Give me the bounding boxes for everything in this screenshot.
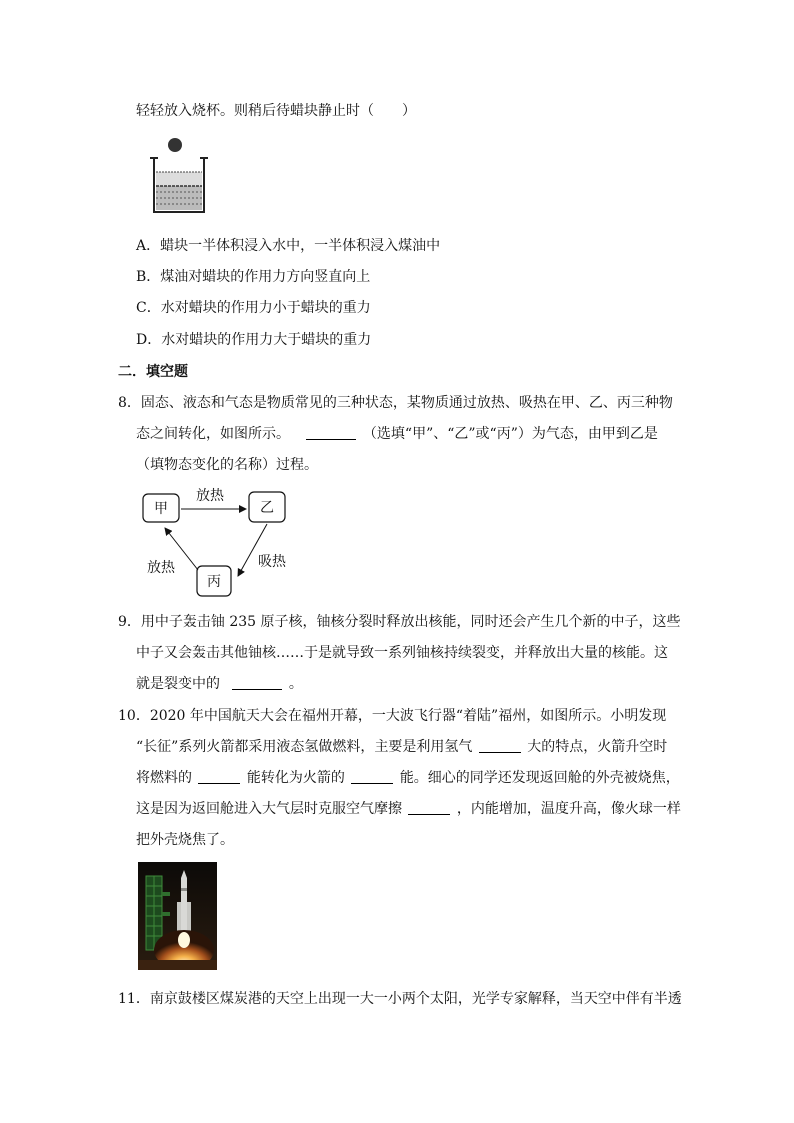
q7-option-c: C．水对蜡块的作用力小于蜡块的重力 bbox=[136, 300, 371, 316]
svg-text:乙: 乙 bbox=[260, 500, 274, 516]
beaker-figure bbox=[138, 132, 218, 222]
q10-line4-b: ，内能增加，温度升高，像火球一样 bbox=[456, 801, 681, 817]
q7-option-a: A．蜡块一半体积浸入水中，一半体积浸入煤油中 bbox=[136, 238, 441, 254]
q10-line2 bbox=[136, 737, 667, 757]
wax-block bbox=[168, 138, 182, 152]
q8-line2-a: 态之间转化，如图所示。 bbox=[136, 426, 290, 442]
q10-line2-a: “长征”系列火箭都采用液态氢做燃料，主要是利用氢气 bbox=[136, 739, 473, 755]
kerosene-layer bbox=[156, 172, 202, 186]
q9-line1: 9．用中子轰击铀 235 原子核，铀核分裂时释放出核能，同时还会产生几个新的中子，这些 bbox=[118, 614, 681, 630]
section-title: 二．填空题 bbox=[118, 364, 188, 380]
svg-text:甲: 甲 bbox=[154, 501, 168, 517]
edge-label-ab: 放热 bbox=[196, 488, 224, 504]
q10-line5: 把外壳烧焦了。 bbox=[136, 832, 234, 848]
q10-line3 bbox=[136, 768, 680, 788]
q7-option-b: B．煤油对蜡块的作用力方向竖直向上 bbox=[136, 269, 371, 285]
q8-line2-b: （选填“甲”、“乙”或“丙”）为气态，由甲到乙是 bbox=[362, 426, 658, 442]
q10-blank-4[interactable] bbox=[408, 800, 450, 815]
q10-line4-a: 这是因为返回舱进入大气层时克服空气摩擦 bbox=[136, 801, 402, 817]
q10-blank-3[interactable] bbox=[351, 769, 393, 784]
q9-line3 bbox=[136, 674, 303, 694]
svg-text:丙: 丙 bbox=[207, 574, 221, 590]
q8-blank-1[interactable] bbox=[306, 425, 356, 440]
water-layer bbox=[156, 186, 202, 210]
q10-line3-b: 能转化为火箭的 bbox=[246, 770, 345, 786]
rocket-launch-photo bbox=[138, 862, 217, 970]
q10-line3-c: 能。细心的同学还发现返回舱的外壳被烧焦， bbox=[399, 770, 680, 786]
q10-blank-1[interactable] bbox=[479, 738, 521, 753]
edge-label-bc: 吸热 bbox=[258, 554, 286, 570]
q10-line4 bbox=[136, 799, 681, 819]
q8-line3: （填物态变化的名称）过程。 bbox=[136, 457, 318, 473]
q9-line3-a: 就是裂变中的 bbox=[136, 676, 220, 692]
q10-line1: 10．2020 年中国航天大会在福州开幕，一大波飞行器“着陆”福州，如图所示。小明发现 bbox=[118, 708, 667, 724]
q7-option-d: D．水对蜡块的作用力大于蜡块的重力 bbox=[136, 332, 372, 348]
node-bing bbox=[197, 566, 231, 596]
q8-line2 bbox=[136, 424, 658, 444]
q10-line3-a: 将燃料的 bbox=[136, 770, 192, 786]
node-yi bbox=[249, 492, 285, 522]
q9-line3-b: 。 bbox=[288, 676, 303, 692]
q9-line2: 中子又会轰击其他铀核……于是就导致一系列铀核持续裂变，并释放出大量的核能。这 bbox=[136, 645, 668, 661]
edge-label-ca: 放热 bbox=[147, 560, 175, 576]
state-diagram bbox=[140, 484, 300, 598]
q10-line2-b: 大的特点，火箭升空时 bbox=[527, 739, 668, 755]
q8-line1: 8．固态、液态和气态是物质常见的三种状态，某物质通过放热、吸热在甲、乙、丙三种物 bbox=[118, 395, 673, 411]
q11-line1: 11．南京鼓楼区煤炭港的天空上出现一大一小两个太阳，光学专家解释，当天空中伴有半透 bbox=[118, 991, 682, 1007]
q7-stem-tail: 轻轻放入烧杯。则稍后待蜡块静止时（ ） bbox=[136, 103, 416, 119]
node-jia bbox=[143, 494, 179, 522]
q9-blank-1[interactable] bbox=[232, 675, 282, 690]
q10-blank-2[interactable] bbox=[198, 769, 240, 784]
